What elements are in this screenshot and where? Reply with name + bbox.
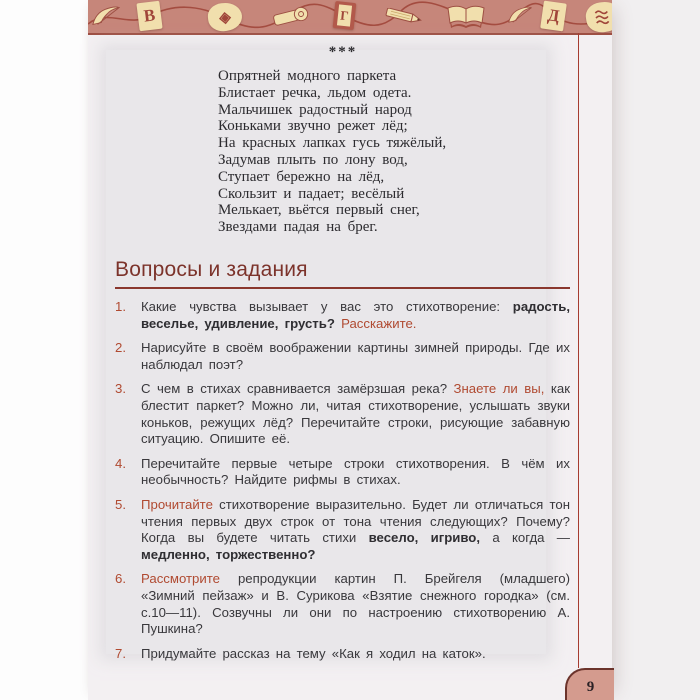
- card-letter: Д: [546, 5, 561, 26]
- question-item: [115, 646, 570, 663]
- question-text: Прочитайте стихотворение выразительно. Будет ли отличаться тон чтения первых двух строк от тона чтения следующих? Почему? Когда вы будете читать стихи весело, игриво, а когда — медленно, торжественно?: [141, 496, 570, 562]
- book-icon: [333, 1, 357, 30]
- question-text: Перечитайте первые четыре строки стихотворения. В чём их необычность? Найдите рифмы в стихах.: [141, 455, 570, 488]
- margin-rule: [578, 33, 579, 668]
- question-text: Какие чувства вызывает у вас это стихотворение: радость, веселье, удивление, грусть? Расскажите.: [141, 299, 570, 331]
- poem-line: На красных лапках гусь тяжёлый,: [218, 135, 447, 152]
- poem-title: ***: [328, 44, 358, 60]
- question-item: [115, 299, 570, 332]
- header-ornament-band: [88, 0, 612, 35]
- poem-line: Звездами падая на брег.: [218, 219, 378, 236]
- question-item: [115, 571, 570, 637]
- question-number: 7.: [115, 645, 126, 661]
- quill-icon: [92, 5, 120, 32]
- poem-line: Ступает бережно на лёд,: [218, 168, 385, 185]
- questions-section: [115, 258, 570, 670]
- open-book-icon: [444, 3, 488, 35]
- question-number: 5.: [115, 496, 126, 512]
- textbook-page: [88, 0, 612, 700]
- question-item: [115, 340, 570, 373]
- question-item: [115, 381, 570, 447]
- pencil-icon: [384, 8, 424, 31]
- poem: [218, 44, 468, 236]
- question-number: 4.: [115, 455, 126, 471]
- card-letter: В: [142, 5, 157, 26]
- question-number: 3.: [115, 381, 126, 397]
- poem-line: Задумав плыть по лону вод,: [218, 151, 408, 168]
- questions-list: [115, 299, 570, 662]
- quill-icon: [508, 5, 532, 30]
- letter-card-icon: [136, 1, 162, 32]
- poem-line: Опрятней модного паркета: [218, 68, 397, 84]
- poem-line: Мелькает, вьётся первый снег,: [218, 202, 420, 219]
- book-letter: Г: [339, 7, 350, 23]
- diamond-glyph: ◈: [218, 8, 232, 27]
- question-text: С чем в стихах сравнивается замёрзшая река? Знаете ли вы, как блестит паркет? Можно ли, читая стихотворение, услышать звуки коньков, режущих лёд? Перечитайте строки, рисующие забавную ситуацию. Опишите её.: [141, 381, 571, 447]
- question-text: Рассмотрите репродукции картин П. Брейгеля (младшего) «Зимний пейзаж» и В. Сурикова «Взятие снежного городка» (см. с.10—11). Созвучны ли они по настроению стихотворению А. Пушкина?: [141, 571, 570, 637]
- question-text: Придумайте рассказ на тему «Как я ходил на каток».: [141, 645, 486, 661]
- letter-card-icon: [540, 1, 567, 32]
- question-number: 1.: [115, 299, 126, 314]
- page-number-badge: [565, 668, 614, 700]
- poem-line: Блистает речка, льдом одета.: [218, 84, 412, 101]
- poem-line: Коньками звучно режет лёд;: [218, 118, 408, 135]
- poem-lines: [218, 68, 468, 236]
- question-text: Нарисуйте в своём воображении картины зимней природы. Где их наблюдал поэт?: [141, 340, 570, 372]
- page-number: 9: [586, 679, 595, 695]
- poem-line: Скользит и падает; весёлый: [218, 185, 405, 202]
- question-number: 6.: [115, 571, 126, 587]
- poem-line: Мальчишек радостный народ: [218, 101, 412, 118]
- question-item: [115, 456, 570, 489]
- scroll-icon: [272, 5, 310, 34]
- question-item: [115, 497, 570, 563]
- section-heading: Вопросы и задания: [115, 258, 570, 289]
- question-number: 2.: [115, 340, 126, 356]
